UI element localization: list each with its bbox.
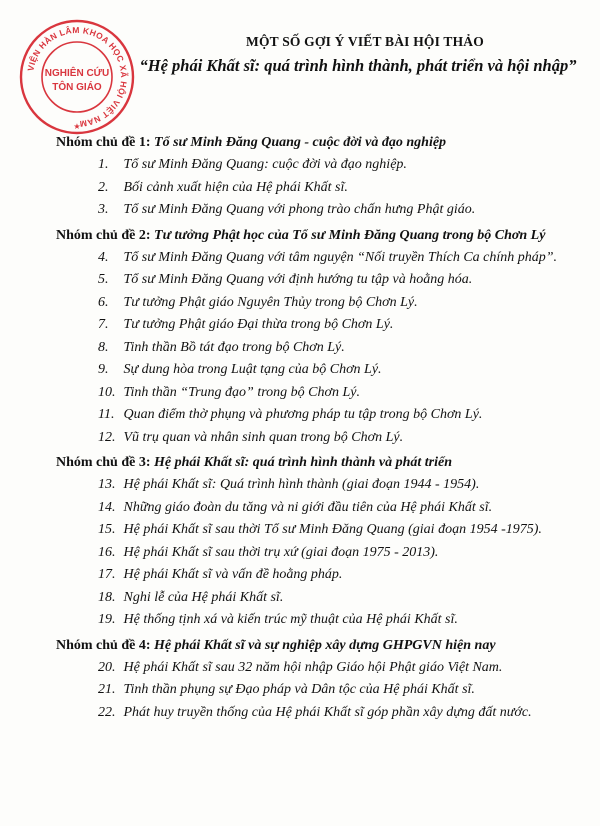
topic-text: Tinh thần Bồ tát đạo trong bộ Chơn Lý. xyxy=(123,339,345,355)
topic-number: 13. xyxy=(98,477,116,492)
topic-text: Những giáo đoàn du tăng và ni giới đầu tiên của Hệ phái Khất sĩ. xyxy=(123,499,493,515)
topic-number: 4. xyxy=(98,249,109,265)
topic-number: 1. xyxy=(98,157,109,172)
group-label: Nhóm chủ đề 1: xyxy=(56,135,151,150)
topic-item xyxy=(56,609,596,632)
topic-text: Nghi lễ của Hệ phái Khất sĩ. xyxy=(123,589,284,605)
topic-text: Tổ sư Minh Đăng Quang với phong trào chấn hưng Phật giáo. xyxy=(123,202,476,217)
topic-number: 19. xyxy=(98,612,116,627)
topic-item xyxy=(56,702,596,725)
svg-text:★: ★ xyxy=(73,122,81,131)
group-heading xyxy=(56,132,596,154)
topic-item xyxy=(56,292,596,315)
topic-item xyxy=(56,359,596,382)
topic-number: 18. xyxy=(98,589,116,605)
topic-item xyxy=(56,474,596,497)
document-title: MỘT SỐ GỢI Ý VIẾT BÀI HỘI THẢO xyxy=(246,34,484,49)
svg-text:TÔN GIÁO: TÔN GIÁO xyxy=(52,82,102,93)
topic-text: Tổ sư Minh Đăng Quang: cuộc đời và đạo nghiệp. xyxy=(123,157,407,172)
topic-text: Hệ thống tịnh xá và kiến trúc mỹ thuật của Hệ phái Khất sĩ. xyxy=(123,612,458,627)
topic-number: 11. xyxy=(98,407,115,422)
topic-number: 14. xyxy=(98,499,116,515)
topic-text: Tổ sư Minh Đăng Quang với định hướng tu tập và hoằng hóa. xyxy=(123,272,473,287)
topic-item xyxy=(56,657,596,680)
topic-text: Sự dung hòa trong Luật tạng của bộ Chơn Lý. xyxy=(123,362,382,377)
topic-group xyxy=(56,132,596,222)
topic-group xyxy=(56,452,596,632)
topic-item xyxy=(56,177,596,200)
topic-groups xyxy=(56,130,596,724)
institute-seal xyxy=(16,16,138,138)
group-label: Nhóm chủ đề 3: xyxy=(56,455,151,470)
topic-text: Hệ phái Khất sĩ sau thời trụ xứ (giai đoạn 1975 - 2013). xyxy=(123,544,439,560)
group-heading xyxy=(56,635,596,657)
group-title: Hệ phái Khất sĩ và sự nghiệp xây dựng GHPGVN hiện nay xyxy=(154,637,496,653)
topic-text: Tinh thần “Trung đạo” trong bộ Chơn Lý. xyxy=(123,384,360,400)
topic-item xyxy=(56,679,596,702)
topic-text: Tư tưởng Phật giáo Nguyên Thủy trong bộ Chơn Lý. xyxy=(123,294,418,310)
topic-number: 8. xyxy=(98,339,109,355)
topic-text: Bối cảnh xuất hiện của Hệ phái Khất sĩ. xyxy=(123,179,348,195)
topic-item xyxy=(56,269,596,292)
topic-text: Hệ phái Khất sĩ: Quá trình hình thành (giai đoạn 1944 - 1954). xyxy=(123,477,480,492)
topic-text: Hệ phái Khất sĩ và vấn đề hoằng pháp. xyxy=(123,567,343,582)
topic-item xyxy=(56,154,596,177)
group-heading xyxy=(56,452,596,474)
topic-number: 3. xyxy=(98,202,109,217)
group-title: Hệ phái Khất sĩ: quá trình hình thành và phát triển xyxy=(154,455,453,470)
topic-item xyxy=(56,404,596,427)
topic-number: 17. xyxy=(98,567,116,582)
topic-text: Hệ phái Khất sĩ sau thời Tổ sư Minh Đăng Quang (giai đoạn 1954 -1975). xyxy=(123,522,542,537)
topic-text: Tư tưởng Phật giáo Đại thừa trong bộ Chơn Lý. xyxy=(123,317,394,332)
topic-item xyxy=(56,497,596,520)
topic-number: 2. xyxy=(98,179,109,195)
topic-text: Tinh thần phụng sự Đạo pháp và Dân tộc của Hệ phái Khất sĩ. xyxy=(123,682,475,697)
topic-number: 7. xyxy=(98,317,109,332)
topic-number: 5. xyxy=(98,272,109,287)
topic-item xyxy=(56,542,596,565)
svg-text:NGHIÊN CỨU: NGHIÊN CỨU xyxy=(44,68,110,79)
topic-text: Tổ sư Minh Đăng Quang với tâm nguyện “Nối truyền Thích Ca chính pháp”. xyxy=(123,249,558,265)
group-label: Nhóm chủ đề 2: xyxy=(56,227,151,243)
document-subtitle: “Hệ phái Khất sĩ: quá trình hình thành, phát triển và hội nhập” xyxy=(139,56,577,75)
topic-item xyxy=(56,247,596,270)
topic-text: Phát huy truyền thống của Hệ phái Khất sĩ góp phần xây dựng đất nước. xyxy=(123,704,532,720)
topic-group xyxy=(56,225,596,450)
topic-item xyxy=(56,314,596,337)
topic-item xyxy=(56,337,596,360)
topic-text: Quan điểm thờ phụng và phương pháp tu tập trong bộ Chơn Lý. xyxy=(123,407,483,422)
topic-number: 22. xyxy=(98,704,116,720)
topic-item xyxy=(56,519,596,542)
svg-text:VIỆN HÀN LÂM KHOA HỌC XÃ HỘI V: VIỆN HÀN LÂM KHOA HỌC XÃ HỘI VIỆT NAM xyxy=(25,24,130,130)
topic-number: 16. xyxy=(98,544,116,560)
group-title: Tổ sư Minh Đăng Quang - cuộc đời và đạo nghiệp xyxy=(154,135,447,150)
topic-number: 12. xyxy=(98,429,116,445)
topic-group xyxy=(56,635,596,725)
topic-text: Vũ trụ quan và nhân sinh quan trong bộ Chơn Lý. xyxy=(123,429,404,445)
topic-text: Hệ phái Khất sĩ sau 32 năm hội nhập Giáo hội Phật giáo Việt Nam. xyxy=(123,659,503,675)
topic-number: 20. xyxy=(98,659,116,675)
group-title: Tư tưởng Phật học của Tổ sư Minh Đăng Quang trong bộ Chơn Lý xyxy=(154,227,546,243)
topic-item xyxy=(56,427,596,450)
group-heading xyxy=(56,225,596,247)
topic-item xyxy=(56,382,596,405)
topic-number: 21. xyxy=(98,682,116,697)
topic-number: 9. xyxy=(98,362,109,377)
topic-item xyxy=(56,587,596,610)
topic-item xyxy=(56,564,596,587)
group-label: Nhóm chủ đề 4: xyxy=(56,637,151,653)
topic-number: 6. xyxy=(98,294,109,310)
topic-item xyxy=(56,199,596,222)
topic-number: 10. xyxy=(98,384,116,400)
topic-number: 15. xyxy=(98,522,116,537)
